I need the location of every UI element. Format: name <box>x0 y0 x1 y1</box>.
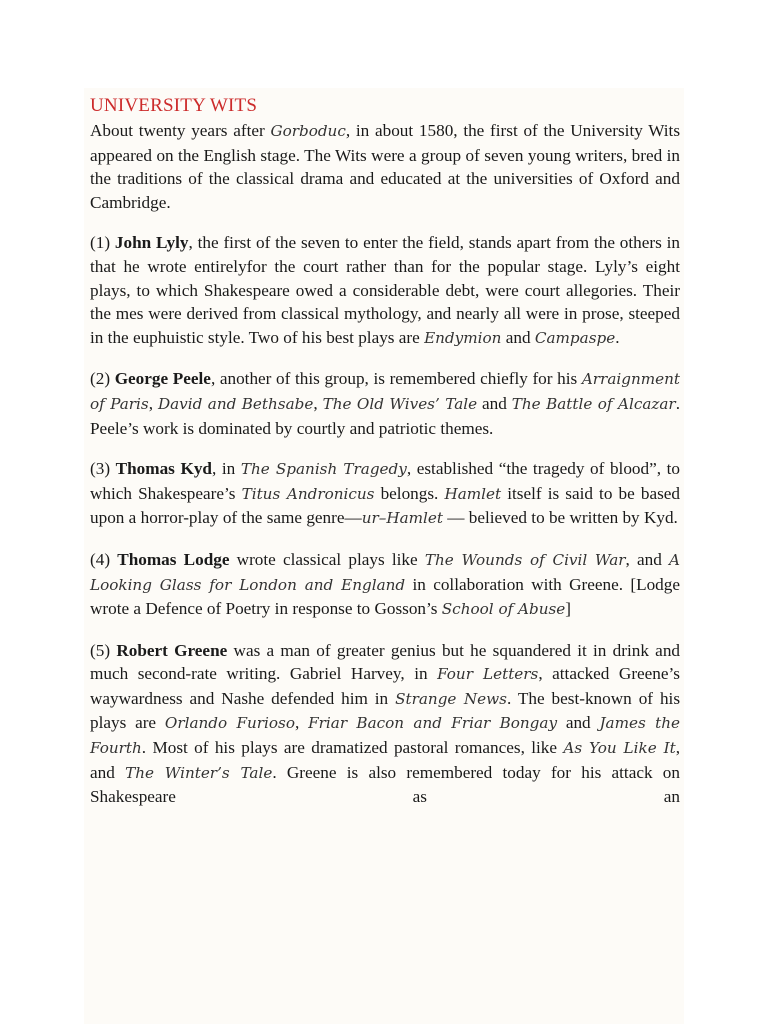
play-title: David and Bethsabe <box>157 394 314 413</box>
text-run: . Greene is also remembered today for his attack on Shakespeare as an <box>90 762 680 807</box>
text-run: . <box>615 327 620 347</box>
text-run: belongs. <box>374 483 445 503</box>
play-title: The Old Wives’ Tale <box>322 394 478 413</box>
author-name: John Lyly <box>114 233 189 253</box>
item-number: (2) <box>90 369 115 389</box>
play-title: The Battle of Alcazar <box>511 394 676 413</box>
text-run: and <box>477 393 512 413</box>
text-run: , <box>313 393 323 413</box>
play-title: Arraignment of Paris <box>90 370 681 413</box>
author-name: Robert Greene <box>116 640 228 660</box>
text-run: ] <box>565 599 572 619</box>
item-number: (3) <box>90 459 116 479</box>
play-title: A Looking Glass for London and England <box>90 550 681 594</box>
document-body <box>90 94 680 826</box>
author-name: Thomas Lodge <box>117 549 230 569</box>
play-title: Friar Bacon and Friar Bongay <box>308 714 558 733</box>
play-title: ur–Hamlet <box>361 509 443 528</box>
text-run: , and <box>90 738 680 782</box>
play-title: Strange News <box>395 689 507 708</box>
item-number: (4) <box>90 549 118 569</box>
play-title: As You Like It <box>563 739 676 758</box>
lodge-paragraph <box>90 548 680 622</box>
play-title: Gorboduc <box>270 122 346 140</box>
section-title: UNIVERSITY WITS <box>90 95 258 116</box>
text-run: , another of this group, is remembered chiefly for his <box>210 369 582 389</box>
play-title: Orlando Furioso <box>164 714 295 733</box>
play-title: Titus Andronicus <box>241 484 375 503</box>
document-page <box>84 88 684 1024</box>
text-run: , attacked Greene’s waywardness and Nashe defended him in <box>90 664 680 708</box>
text-run: , in about 1580, the first of the University Wits appeared on the English stage. The Wits were a group of seven young writers, bred in the traditions of the classical drama and educated at the universities of Oxford and Cambridge. <box>90 121 681 212</box>
text-run: in collaboration with Greene. [Lodge wrote a Defence of Poetry in response to Gosson’s <box>90 574 680 619</box>
author-name: Thomas Kyd <box>115 459 212 479</box>
greene-paragraph <box>90 639 680 809</box>
play-title: Four Letters <box>437 665 539 684</box>
item-number: (1) <box>90 233 115 253</box>
text-run: — believed to be written by Kyd. <box>443 508 678 528</box>
play-title: James the Fourth <box>90 714 680 758</box>
play-title: School of Abuse <box>441 600 566 619</box>
text-run: and <box>557 713 600 733</box>
text-run: , <box>295 713 309 733</box>
text-run: . The best-known of his plays are <box>90 688 681 733</box>
peele-paragraph <box>90 367 680 440</box>
author-name: George Peele <box>114 369 211 389</box>
text-run: . Most of his plays are dramatized pastoral romances, like <box>141 738 564 758</box>
text-run: , in <box>211 459 241 479</box>
text-run: , <box>148 393 158 413</box>
text-run: was a man of greater genius but he squandered it in drink and much second-rate writing. Gabriel Harvey, in <box>90 640 681 684</box>
play-title: The Spanish Tragedy <box>240 460 407 479</box>
item-number: (5) <box>90 640 117 660</box>
lyly-paragraph <box>90 231 680 350</box>
text-run: . Peele’s work is dominated by courtly and patriotic themes. <box>90 393 680 438</box>
text-run: , and <box>625 549 670 569</box>
play-title: Hamlet <box>444 484 502 503</box>
play-title: The Winter’s Tale <box>125 763 273 782</box>
play-title: The Wounds of Civil War <box>424 550 626 569</box>
text-run: itself is said to be based upon a horror-play of the same genre— <box>90 483 680 528</box>
text-run: , the first of the seven to enter the field, stands apart from the others in that he wrote entirelyfor the court rather than for the popular stage. Lyly’s eight plays, to which Shakespeare owed a considerable debt, were court allegories. Their the mes were derived from classical mythology, and nearly all were in prose, steeped in the euphuistic style. Two of his best plays are <box>90 233 680 347</box>
text-run: About twenty years after <box>90 121 271 140</box>
text-run: , established “the tragedy of blood”, to which Shakespeare’s <box>90 459 680 503</box>
play-title: Endymion <box>424 328 502 347</box>
text-run: and <box>501 327 535 347</box>
play-title: Campaspe <box>534 328 616 347</box>
intro-paragraph <box>90 119 680 214</box>
kyd-paragraph <box>90 457 680 531</box>
text-run: wrote classical plays like <box>229 549 425 569</box>
